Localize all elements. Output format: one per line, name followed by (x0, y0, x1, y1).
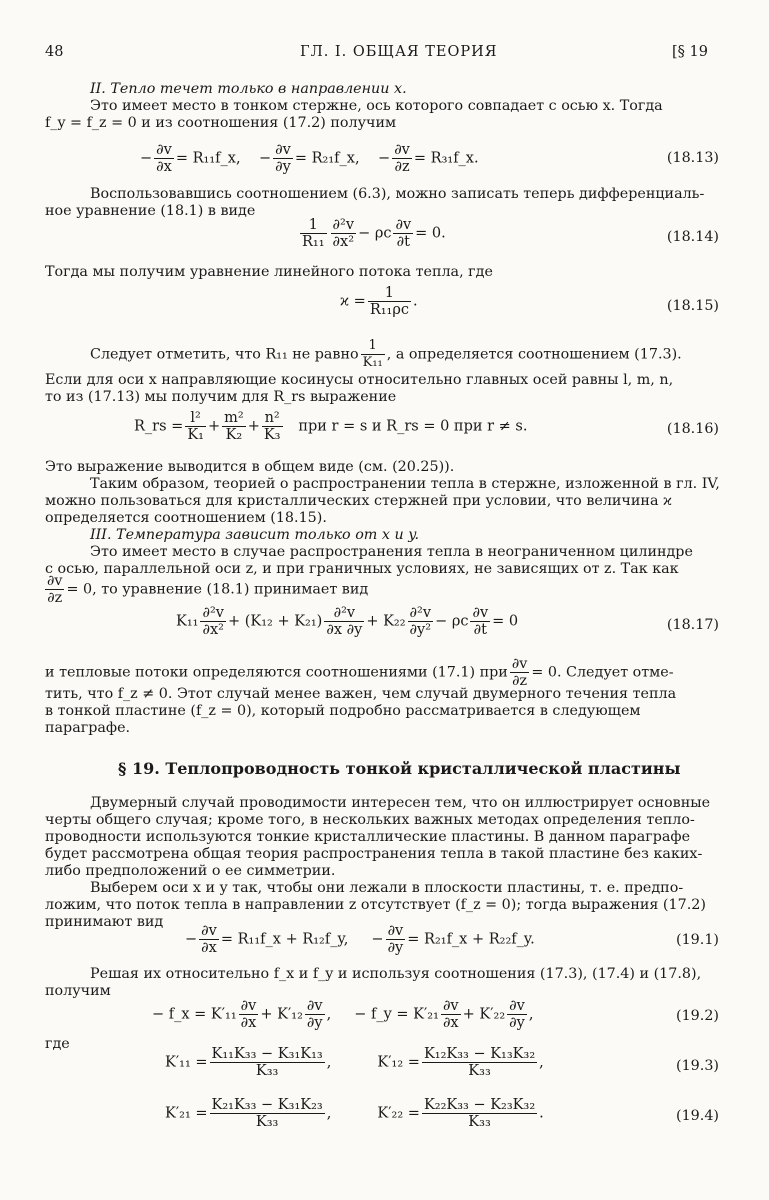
text-line: с осью, параллельной оси z, и при граничных условиях, не зависящих от z. Так как (45, 561, 679, 577)
text-line: параграфе. (45, 720, 131, 736)
equation-19-4: K′₂₁ = $\frac{\text{K₂₁K₃₃ − K₃₁K₂₃}}{\text{K₃₃}}$ , K′₂₂ = $\frac{\text{K₂₂K₃₃ − K₂₃K₃₂}}{\text{K₃₃}}$ . (165, 1097, 544, 1130)
section-title: § 19. Теплопроводность тонкой кристаллической пластины (118, 759, 681, 778)
text-line: f_y = f_z = 0 и из соотношения (17.2) получим (45, 115, 397, 131)
equation-19-2: − f_x = K′₁₁ $\frac{\partial v}{\partial x}$ + K′₁₂ $\frac{\partial v}{\partial y}$ , − f_y = K′₂₁ $\frac{\partial v}{\partial x}$ + K′₂₂ $\frac{\partial v}{\partial y}$ , (152, 998, 534, 1031)
case-title-iii: III. Температура зависит только от x и y. (90, 527, 419, 543)
running-head: ГЛ. I. ОБЩАЯ ТЕОРИЯ (300, 44, 498, 60)
text-line: где (45, 1036, 70, 1052)
text-line: Это имеет место в тонком стержне, ось которого совпадает с осью x. Тогда (90, 98, 663, 114)
equation-19-3: K′₁₁ = $\frac{\text{K₁₁K₃₃ − K₃₁K₁₃}}{\text{K₃₃}}$ , K′₁₂ = $\frac{\text{K₁₂K₃₃ − K₁₃K₃₂}}{\text{K₃₃}}$ , (165, 1046, 544, 1079)
equation-number: (18.14) (666, 229, 719, 245)
text-line: Тогда мы получим уравнение линейного потока тепла, где (45, 264, 493, 280)
text-line: ное уравнение (18.1) в виде (45, 203, 256, 219)
text-line: либо предположений о ее симметрии. (45, 863, 336, 879)
text-line: Двумерный случай проводимости интересен тем, что он иллюстрирует основные (90, 795, 711, 811)
equation-18-15: ϰ = $\frac{1}{\text{R₁₁ρc}}$ . (340, 285, 418, 318)
equation-number: (18.13) (666, 150, 719, 166)
equation-number: (18.15) (666, 298, 719, 314)
equation-number: (18.16) (666, 421, 719, 437)
text-line: Это имеет место в случае распространения тепла в неограниченном цилиндре (90, 544, 693, 560)
text-line: Следует отметить, что R₁₁ не равно $\frac{1}{\text{K₁₁}}$ , а определяется соотношением (17.3). (90, 338, 682, 370)
case-title-ii: II. Тепло течет только в направлении x. (90, 81, 407, 97)
equation-19-1: − $\frac{\partial v}{\partial x}$ = R₁₁f_x + R₁₂f_y, − $\frac{\partial v}{\partial y}$ = R₂₁f_x + R₂₂f_y. (185, 923, 535, 956)
text-line: $\frac{\partial v}{\partial z}$ = 0, то уравнение (18.1) принимает вид (47, 573, 369, 606)
text-line: и тепловые потоки определяются соотношениями (17.1) при $\frac{\partial v}{\partial z}$ = 0. Следует отме- (45, 656, 674, 689)
text-line: Выберем оси x и y так, чтобы они лежали в плоскости пластины, т. е. предпо- (90, 880, 684, 896)
text-line: можно пользоваться для кристаллических стержней при условии, что величина ϰ (45, 493, 672, 509)
text-line: принимают вид (45, 914, 164, 930)
equation-number: (19.3) (676, 1058, 719, 1074)
equation-number: (18.17) (666, 617, 719, 633)
equation-18-14: $\frac{1}{\text{R₁₁}}$ $\frac{\text{∂²v}}{\text{∂x²}}$ − ρc $\frac{\partial v}{\partial t}$ = 0. (302, 217, 446, 250)
equation-18-16: R_rs = $\frac{\text{l²}}{\text{K₁}}$ + $\frac{\text{m²}}{\text{K₂}}$ + $\frac{\text{n²}}{\text{K₃}}$ при r = s и R_rs = 0 при r ≠ s. (134, 410, 528, 443)
equation-number: (19.4) (676, 1108, 719, 1124)
text-line: Это выражение выводится в общем виде (см. (20.25)). (45, 459, 455, 475)
equation-number: (19.2) (676, 1008, 719, 1024)
equation-18-13: − $\frac{\partial v}{\partial x}$ = R₁₁f_x, − $\frac{\partial v}{\partial y}$ = R₂₁f_x, − $\frac{\partial v}{\partial z}$ = R₃₁f_x. (140, 142, 479, 175)
equation-18-17: K₁₁ $\frac{\text{∂²v}}{\text{∂x²}}$ + (K₁₂ + K₂₁) $\frac{\text{∂²v}}{\partial x \partial y}$ + K₂₂ $\frac{\text{∂²v}}{\text{∂y²}}$ − ρc $\frac{\partial v}{\partial t}$ = 0 (176, 605, 519, 638)
text-line: получим (45, 983, 111, 999)
text-line: ложим, что поток тепла в направлении z отсутствует (f_z = 0); тогда выражения (17.2) (45, 897, 706, 913)
text-line: тить, что f_z ≠ 0. Этот случай менее важен, чем случай двумерного течения тепла (45, 686, 677, 702)
equation-number: (19.1) (676, 932, 719, 948)
text-line: черты общего случая; кроме того, в нескольких важных методах определения тепло- (45, 812, 695, 828)
section-ref: [§ 19 (672, 44, 708, 60)
text-line: будет рассмотрена общая теория распространения тепла в такой пластине без каких- (45, 846, 703, 862)
text-line: Решая их относительно f_x и f_y и используя соотношения (17.3), (17.4) и (17.8), (90, 966, 702, 982)
text-line: в тонкой пластине (f_z = 0), который подробно рассматривается в следующем (45, 703, 641, 719)
text-line: Таким образом, теорией о распространении тепла в стержне, изложенной в гл. IV, (90, 476, 720, 492)
page-number: 48 (45, 44, 64, 60)
text-line: проводности используются тонкие кристаллические пластины. В данном параграфе (45, 829, 691, 845)
text-line: Если для оси x направляющие косинусы относительно главных осей равны l, m, n, (45, 372, 674, 388)
text-line: то из (17.13) мы получим для R_rs выражение (45, 389, 397, 405)
text-line: определяется соотношением (18.15). (45, 510, 327, 526)
text-line: Воспользовавшись соотношением (6.3), можно записать теперь дифференциаль- (90, 186, 705, 202)
